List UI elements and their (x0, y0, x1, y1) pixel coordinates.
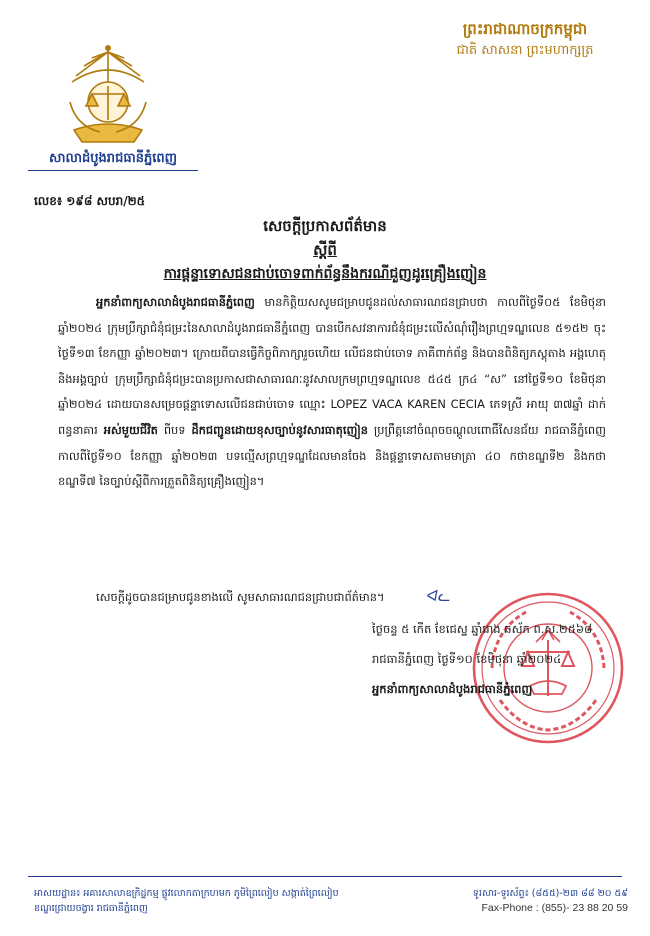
footer-contact (438, 886, 628, 916)
closing-text: សេចក្តីដូចបានជម្រាបជូនខាងលើ សូមសាធារណជនជ្រាបជាព័ត៌មាន។ (96, 590, 385, 604)
lunar-date: ថ្ងៃចន្ទ ៥ កើត ខែជេស្ឋ ឆ្នាំរោង ឆស័ក ព.ស.២៥៦៨ (372, 622, 593, 636)
spokesperson-lead: អ្នកនាំពាក្យសាលាដំបូងរាជធានីភ្នំពេញ (96, 295, 255, 309)
national-motto: ជាតិ សាសនា ព្រះមហាក្សត្រ (456, 43, 594, 58)
court-name-underline (28, 170, 198, 171)
body-text-part-2: ពីបទ (157, 422, 192, 437)
press-release-body (58, 290, 606, 495)
footer-address (34, 886, 394, 916)
body-text-part-3: ប្រព្រឹត្តនៅចំណុចចណ្តូលពោធិ៍សែនជ័យ រាជធានីភ្នំពេញ កាលពីថ្ងៃទី១០ ខែកញ្ញា ឆ្នាំ២០២៣ បទល្មើសព្រហ្មទណ្ឌដែលមានចែង និងផ្តន្ទាទោសតាមមាត្រា ៤០ កថាខណ្ឌទី២ និងកថាខណ្ឌទី៧ នៃច្បាប់ស្តីពីការត្រួតពិនិត្យគ្រឿងញៀន។ (58, 422, 606, 489)
kingdom-title: ព្រះរាជាណាចក្រកម្ពុជា (462, 20, 588, 38)
court-name: សាលាដំបូងរាជធានីភ្នំពេញ (49, 151, 177, 166)
body-paragraph (58, 290, 606, 495)
title-line-3: ការផ្តន្ទាទោសជនជាប់ចោទពាក់ព័ន្ធនឹងករណីជួញដូរគ្រឿងញៀន (163, 266, 487, 282)
initial-signature-mark: ᐊᓚ (426, 587, 451, 605)
body-text-part-1: មានកិត្តិយសសូមជម្រាបជូនដល់សាធារណជនជ្រាបថា កាលពីថ្ងៃទី០៥ ខែមិថុនា ឆ្នាំ២០២៤ ក្រុមប្រឹក្សាជំនុំជម្រះនៃសាលាដំបូងរាជធានីភ្នំពេញ បានបើកសវនាការជំនុំជម្រះលើសំណុំរឿងព្រហ្មទណ្ឌលេខ ៥១៥២ ចុះថ្ងៃទី១៣ ខែកញ្ញា ឆ្នាំ២០២៣។ ក្រោយពីបានធ្វើកិច្ចពិភាក្សារួចហើយ លើជនជាប់ចោទ ភាគីពាក់ព័ន្ធ និងបានពិនិត្យភស្តុតាង អង្គហេតុ និងអង្គច្បាប់ ក្រុមប្រឹក្សាជំនុំជម្រះបានប្រកាសជាសាធារណៈនូវសាលក្រមព្រហ្មទណ្ឌលេខ ៥៤៥ ក្រ៤ “ស” នៅថ្ងៃទី១០ ខែមិថុនា ឆ្នាំ២០២៤ ដោយបានសម្រេចផ្តន្ទាទោសលើជនជាប់ចោទ ឈ្មោះ LOPEZ VACA KAREN CECIA ភេទស្រី អាយុ ៣៧ឆ្នាំ ដាក់ពន្ធនាគារ (58, 295, 606, 437)
address-line-1: អាសយដ្ឋាន៖ អគារសាលាឧក្រិដ្ឋកម្ម ផ្លូវលោកតាក្រហមក ភូមិព្រៃលៀប សង្កាត់ព្រៃលៀប (34, 888, 339, 899)
court-emblem-icon (62, 42, 154, 150)
sentence-text: អស់មួយជីវិត (103, 422, 158, 437)
place-and-date: រាជធានីភ្នំពេញ ថ្ងៃទី១០ ខែមិថុនា ឆ្នាំ២០២៤ (372, 652, 562, 666)
reference-number: លេខ៖ ១៩៨ សបរា/២៥ (34, 194, 146, 208)
kingdom-heading (420, 18, 630, 62)
address-line-2: ខណ្ឌជ្រោយចង្វារ រាជធានីភ្នំពេញ (34, 903, 148, 914)
charge-text: ដឹកជញ្ជូនដោយខុសច្បាប់នូវសារធាតុញៀន (191, 422, 368, 437)
document-title (0, 214, 650, 286)
footer-divider (28, 876, 622, 877)
fax-phone: Fax-Phone : (855)- 23 88 20 59 (481, 902, 628, 914)
phone-khmer: ទូរសារ-ទូរស័ព្ទ៖ (៨៥៥)-២៣ ៨៨ ២០ ៥៩ (472, 888, 628, 899)
title-line-2: ស្តីពី (313, 241, 337, 259)
title-line-1: សេចក្តីប្រកាសព័ត៌មាន (263, 217, 387, 235)
signer-title: អ្នកនាំពាក្យសាលាដំបូងរាជធានីភ្នំពេញ (372, 682, 533, 696)
